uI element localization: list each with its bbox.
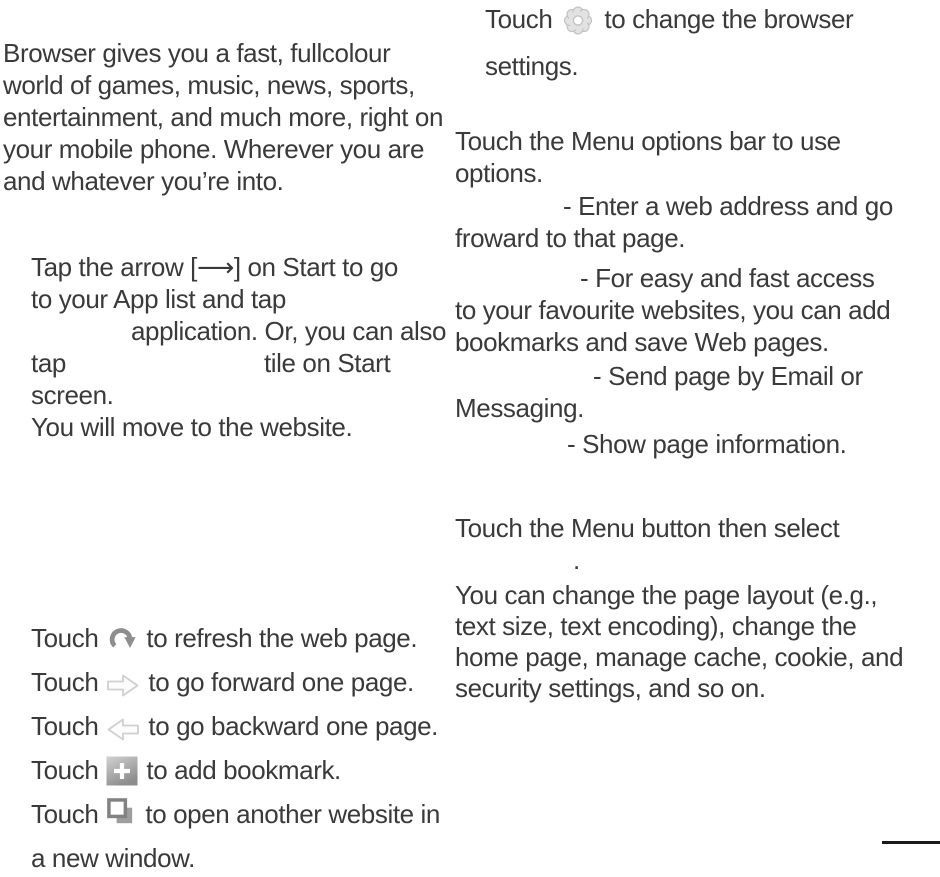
menu-option-item <box>455 190 925 254</box>
menu-option-line: Messaging. <box>455 393 584 423</box>
back-icon <box>106 715 140 752</box>
paragraph-line: world of games, music, news, sports, <box>3 70 415 100</box>
menu-option-item <box>455 428 925 460</box>
touch-action-continuation: settings. <box>485 51 579 81</box>
paragraph-line: to your App list and tap <box>31 284 286 314</box>
intro-paragraph <box>3 37 444 197</box>
menu-option-first-line: - Enter a web address and go <box>563 191 893 221</box>
paragraph-line: options. <box>455 158 543 188</box>
touch-action-text: to go backward one page. <box>148 711 439 741</box>
touch-action-text: to refresh the web page. <box>146 623 418 653</box>
menu-option-first-line: - For easy and fast access <box>580 263 875 293</box>
touch-action-row <box>31 752 461 796</box>
touch-action-prefix: Touch <box>485 4 553 34</box>
paragraph-line: text size, text encoding), change the <box>455 611 857 641</box>
touch-action-row <box>31 664 461 708</box>
add-bookmark-icon <box>106 756 138 796</box>
touch-action-prefix: Touch <box>31 667 99 697</box>
menu-button-note <box>455 512 925 576</box>
menu-option-line: to your favourite websites, you can add <box>455 295 891 325</box>
touch-action-prefix: Touch <box>31 799 99 829</box>
touch-action-text: to change the browser <box>604 4 854 34</box>
menu-option-item <box>455 262 925 358</box>
paragraph-line: Browser gives you a fast, fullcolour <box>3 38 391 68</box>
paragraph-line: Tap the arrow [⟶] on Start to go <box>31 252 398 282</box>
menu-option-line: froward to that page. <box>455 223 686 253</box>
paragraph-text: tile on Start <box>263 348 391 378</box>
touch-action-row <box>31 796 461 840</box>
new-window-icon <box>106 798 137 840</box>
refresh-icon <box>106 625 138 664</box>
touch-action-text: to add bookmark. <box>146 755 341 785</box>
paragraph-line: You can change the page layout (e.g., <box>455 580 878 610</box>
paragraph-line: screen. <box>31 380 114 410</box>
paragraph-line: home page, manage cache, cookie, and <box>455 642 904 672</box>
paragraph-line: You will move to the website. <box>31 412 353 442</box>
touch-actions-list <box>31 620 461 877</box>
touch-action-row <box>31 620 461 664</box>
paragraph-line: Touch the Menu options bar to use <box>455 126 841 156</box>
page-edge-marker <box>882 841 940 844</box>
paragraph-line: Touch the Menu button then select <box>455 513 840 543</box>
touch-action-prefix: Touch <box>31 623 99 653</box>
paragraph-line <box>31 347 441 379</box>
touch-action-prefix: Touch <box>31 711 99 741</box>
touch-action-text: to go forward one page. <box>148 667 414 697</box>
menu-option-line: bookmarks and save Web pages. <box>455 327 829 357</box>
menu-options-note <box>455 125 925 189</box>
forward-icon <box>106 671 140 708</box>
menu-option-first-line: - Send page by Email or <box>593 361 863 391</box>
paragraph-line: application. Or, you can also <box>131 316 447 346</box>
settings-instruction <box>485 1 925 85</box>
start-instructions <box>31 251 447 443</box>
paragraph-text: tap <box>31 348 66 378</box>
touch-action-text: to open another website in <box>145 799 440 829</box>
paragraph-line: entertainment, and much more, right on <box>3 102 444 132</box>
paragraph-line: . <box>573 545 580 575</box>
paragraph-line: your mobile phone. Wherever you are <box>3 134 425 164</box>
menu-option-first-line: - Show page information. <box>567 429 847 459</box>
settings-description <box>455 580 925 704</box>
paragraph-line: security settings, and so on. <box>455 673 766 703</box>
touch-action-row <box>485 1 925 48</box>
menu-option-item <box>455 360 925 424</box>
paragraph-line: and whatever you’re into. <box>3 166 284 196</box>
touch-action-row <box>31 708 461 752</box>
gear-icon <box>559 3 597 48</box>
touch-action-prefix: Touch <box>31 755 99 785</box>
touch-action-continuation: a new window. <box>31 843 195 873</box>
